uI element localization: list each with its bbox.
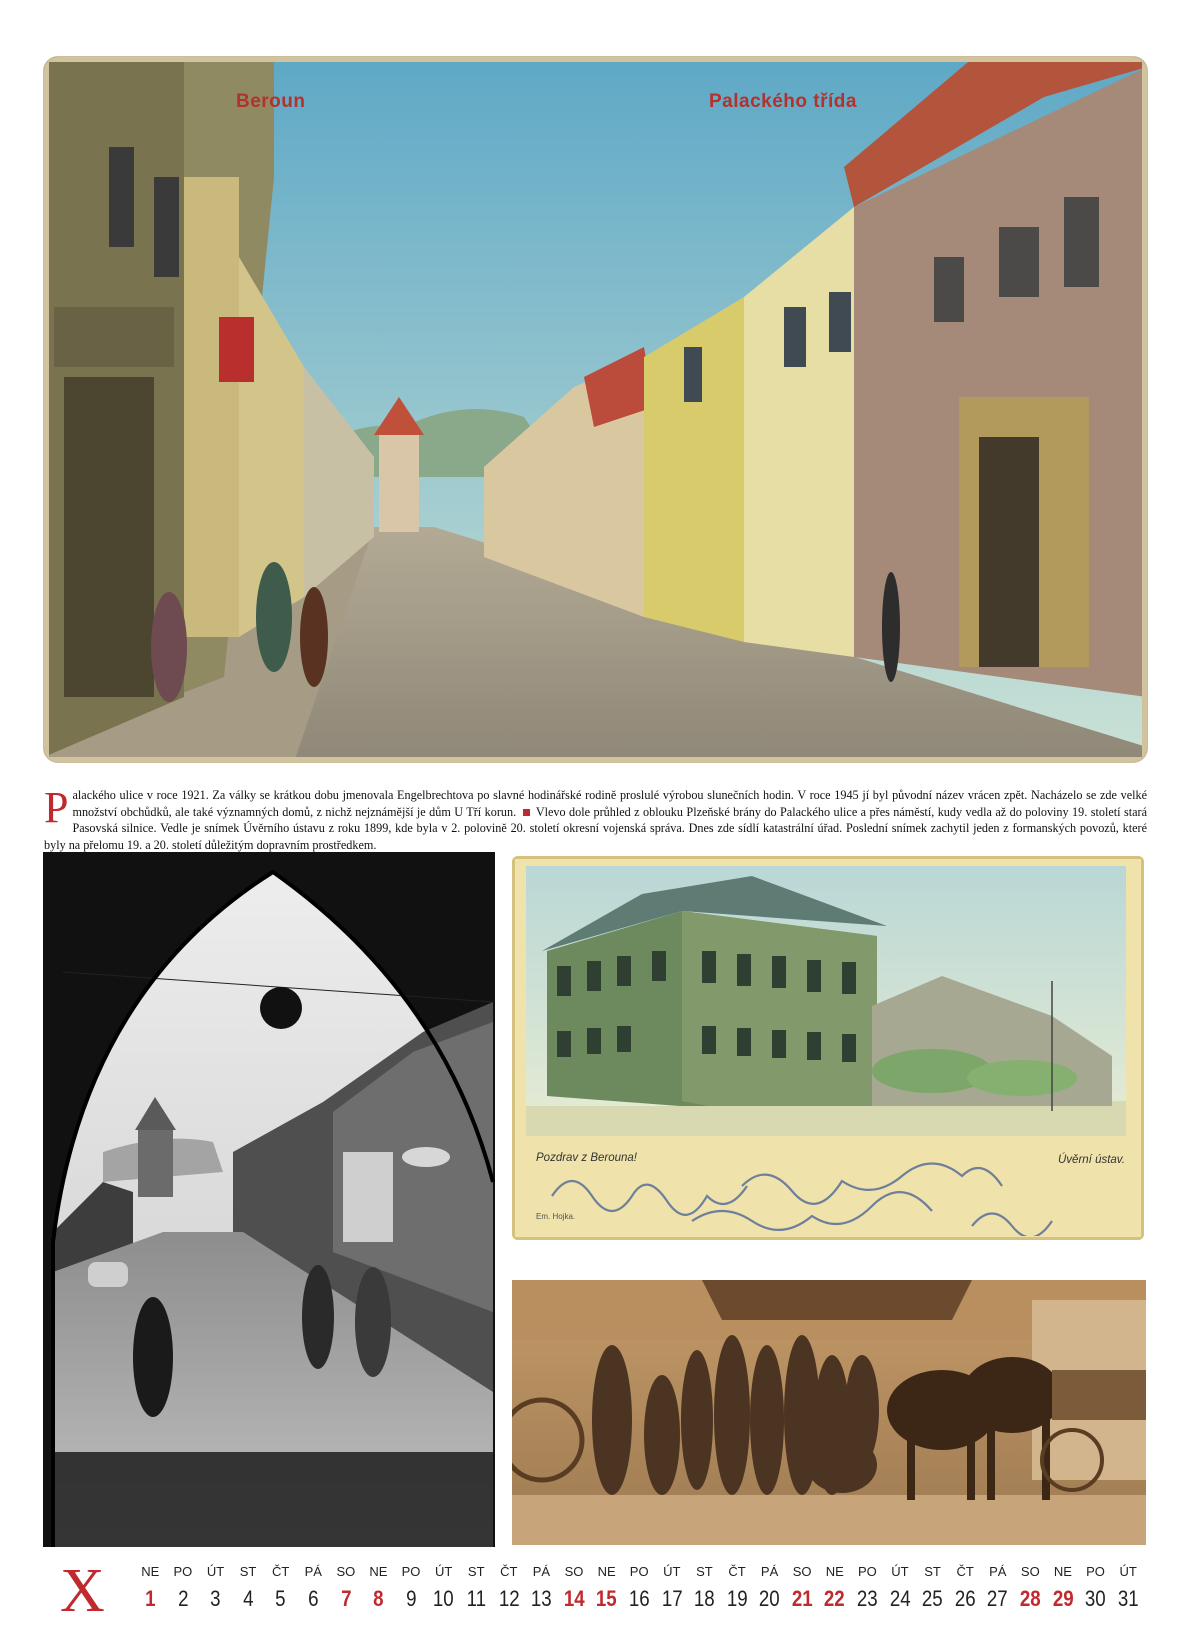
calendar-date-number: 15 bbox=[596, 1586, 618, 1611]
calendar-date-number: 18 bbox=[693, 1586, 715, 1611]
calendar-weekday: NE bbox=[141, 1564, 160, 1579]
calendar-day bbox=[427, 1562, 460, 1616]
calendar-date-number: 17 bbox=[661, 1586, 683, 1611]
calendar-day bbox=[330, 1562, 363, 1616]
calendar-weekday: ÚT bbox=[1119, 1564, 1137, 1579]
calendar-day bbox=[949, 1562, 982, 1616]
handwriting-scribble bbox=[542, 1156, 1102, 1236]
postcard-caption-town: Beroun bbox=[236, 91, 306, 112]
calendar-date-number: 27 bbox=[987, 1586, 1009, 1611]
calendar-weekday: PO bbox=[173, 1564, 193, 1579]
calendar-date-number: 8 bbox=[373, 1586, 384, 1611]
calendar-date-number: 3 bbox=[210, 1586, 221, 1611]
calendar-weekday: PO bbox=[857, 1564, 877, 1579]
calendar-weekday: PO bbox=[629, 1564, 649, 1579]
calendar-weekday: ST bbox=[924, 1564, 941, 1579]
calendar-date-number: 24 bbox=[889, 1586, 911, 1611]
calendar-date-number: 2 bbox=[177, 1586, 189, 1611]
calendar-date-number: 25 bbox=[922, 1586, 943, 1611]
calendar-day bbox=[460, 1562, 493, 1616]
calendar-day bbox=[1079, 1562, 1112, 1616]
calendar-date-number: 16 bbox=[628, 1586, 650, 1611]
calendar-day bbox=[753, 1562, 786, 1616]
caption-text-second: Vlevo dole průhled z oblouku Plzeňské brány do Palackého ulice a přes náměstí, kudy vedla až do poloviny 19. století stará Pasovská silnice. Vedle je snímek Úvěrního ústavu z roku 1899, kde byla v 2. polovině 20. století okresní vojenská správa. Dnes zde sídlí katastrální úřad. Poslední snímek zachytil jeden z formanských povozů, které byly na přelomu 19. a 20. století důležitým dopravním prostředkem. bbox=[44, 804, 1147, 852]
credit-institute-postcard bbox=[512, 856, 1144, 1240]
horse-cart-sepia-photo bbox=[512, 1280, 1146, 1545]
calendar-day bbox=[558, 1562, 591, 1616]
calendar-day bbox=[623, 1562, 656, 1616]
calendar-weekday: ÚT bbox=[663, 1564, 681, 1579]
calendar-weekday: ČT bbox=[956, 1564, 974, 1579]
calendar-weekday: PÁ bbox=[532, 1564, 551, 1579]
calendar-weekday: PO bbox=[1086, 1564, 1105, 1579]
calendar-date-number: 23 bbox=[856, 1586, 878, 1611]
calendar-day bbox=[884, 1562, 917, 1616]
calendar-weekday: ST bbox=[467, 1564, 485, 1579]
calendar-day bbox=[1047, 1562, 1080, 1616]
calendar-day bbox=[199, 1562, 232, 1616]
calendar-month-numeral: X bbox=[60, 1557, 105, 1625]
calendar-date-number: 21 bbox=[791, 1586, 813, 1611]
calendar-date-number: 19 bbox=[726, 1586, 748, 1611]
calendar-weekday: PO bbox=[401, 1564, 421, 1579]
calendar-date-number: 22 bbox=[824, 1586, 846, 1611]
red-square-separator bbox=[523, 809, 530, 816]
calendar-day bbox=[656, 1562, 689, 1616]
calendar-weekday: SO bbox=[1020, 1564, 1040, 1579]
calendar-weekday: NE bbox=[1053, 1564, 1072, 1579]
calendar-weekday: PÁ bbox=[304, 1564, 322, 1579]
calendar-day bbox=[395, 1562, 428, 1616]
calendar-weekday: NE bbox=[369, 1564, 388, 1579]
calendar-date-number: 5 bbox=[275, 1586, 286, 1611]
top-postcard-image bbox=[44, 57, 1147, 762]
calendar-date-number: 6 bbox=[308, 1586, 319, 1611]
calendar-weekday: NE bbox=[597, 1564, 616, 1579]
calendar-weekday: ST bbox=[239, 1564, 257, 1579]
calendar-day bbox=[721, 1562, 754, 1616]
calendar-date-number: 28 bbox=[1019, 1586, 1041, 1611]
calendar-date-number: 4 bbox=[242, 1586, 254, 1611]
calendar-date-number: 30 bbox=[1085, 1586, 1106, 1611]
calendar-day bbox=[916, 1562, 949, 1616]
calendar-day bbox=[688, 1562, 721, 1616]
postcard-publisher: Em. Hojka. bbox=[536, 1212, 576, 1221]
calendar-weekday: PÁ bbox=[760, 1564, 779, 1579]
postcard-greeting: Pozdrav z Berouna! bbox=[536, 1152, 638, 1164]
calendar-day bbox=[851, 1562, 884, 1616]
calendar-day bbox=[232, 1562, 265, 1616]
calendar-day bbox=[493, 1562, 526, 1616]
calendar-date-number: 14 bbox=[563, 1586, 585, 1611]
calendar-day bbox=[134, 1562, 167, 1616]
calendar-weekday: SO bbox=[336, 1564, 356, 1579]
calendar-day bbox=[786, 1562, 819, 1616]
calendar-weekday: ČT bbox=[272, 1564, 290, 1579]
calendar-date-number: 20 bbox=[759, 1586, 780, 1611]
calendar-weekday: ST bbox=[696, 1564, 713, 1579]
calendar-weekday: NE bbox=[825, 1564, 844, 1579]
postcard-title: Úvěrní ústav. bbox=[1058, 1154, 1125, 1166]
calendar-day bbox=[1014, 1562, 1047, 1616]
calendar-weekday: PÁ bbox=[989, 1564, 1007, 1579]
month-calendar bbox=[60, 1557, 1160, 1630]
calendar-date-number: 1 bbox=[145, 1586, 156, 1611]
caption-paragraph bbox=[44, 783, 1147, 853]
caption-text-first: alackého ulice v roce 1921. Za války se krátkou dobu jmenovala Engelbrechtova po slavné hodinářské rodině proslulé výrobou slunečních hodin. V roce 1945 jí byl původní název vrácen zpět. Nacházelo se zde velké množství obchůdků, ale také významných domů, z nichž nejznámější je dům U Tří korun. bbox=[72, 788, 1147, 819]
calendar-day bbox=[818, 1562, 851, 1616]
calendar-date-number: 11 bbox=[466, 1586, 486, 1611]
calendar-days-row bbox=[134, 1562, 1144, 1616]
calendar-weekday: SO bbox=[564, 1564, 584, 1579]
calendar-date-number: 13 bbox=[531, 1586, 552, 1611]
calendar-day bbox=[525, 1562, 558, 1616]
calendar-day bbox=[590, 1562, 623, 1616]
calendar-day bbox=[981, 1562, 1014, 1616]
calendar-weekday: SO bbox=[792, 1564, 812, 1579]
calendar-date-number: 10 bbox=[433, 1586, 455, 1611]
calendar-date-number: 31 bbox=[1117, 1586, 1139, 1611]
calendar-date-number: 12 bbox=[498, 1586, 520, 1611]
calendar-day bbox=[167, 1562, 200, 1616]
arch-bw-photo bbox=[43, 852, 495, 1547]
calendar-weekday: ČT bbox=[500, 1564, 518, 1579]
calendar-date-number: 26 bbox=[954, 1586, 976, 1611]
calendar-weekday: ČT bbox=[728, 1564, 746, 1579]
calendar-date-number: 9 bbox=[405, 1586, 417, 1611]
calendar-day bbox=[362, 1562, 395, 1616]
calendar-weekday: ÚT bbox=[434, 1564, 453, 1579]
calendar-day bbox=[297, 1562, 330, 1616]
calendar-weekday: ÚT bbox=[206, 1564, 225, 1579]
calendar-date-number: 7 bbox=[340, 1586, 352, 1611]
calendar-day bbox=[1112, 1562, 1145, 1616]
postcard-caption-street: Palackého třída bbox=[709, 91, 857, 112]
calendar-weekday: ÚT bbox=[891, 1564, 909, 1579]
calendar-day bbox=[264, 1562, 297, 1616]
calendar-date-number: 29 bbox=[1052, 1586, 1074, 1611]
drop-cap: P bbox=[44, 783, 69, 832]
